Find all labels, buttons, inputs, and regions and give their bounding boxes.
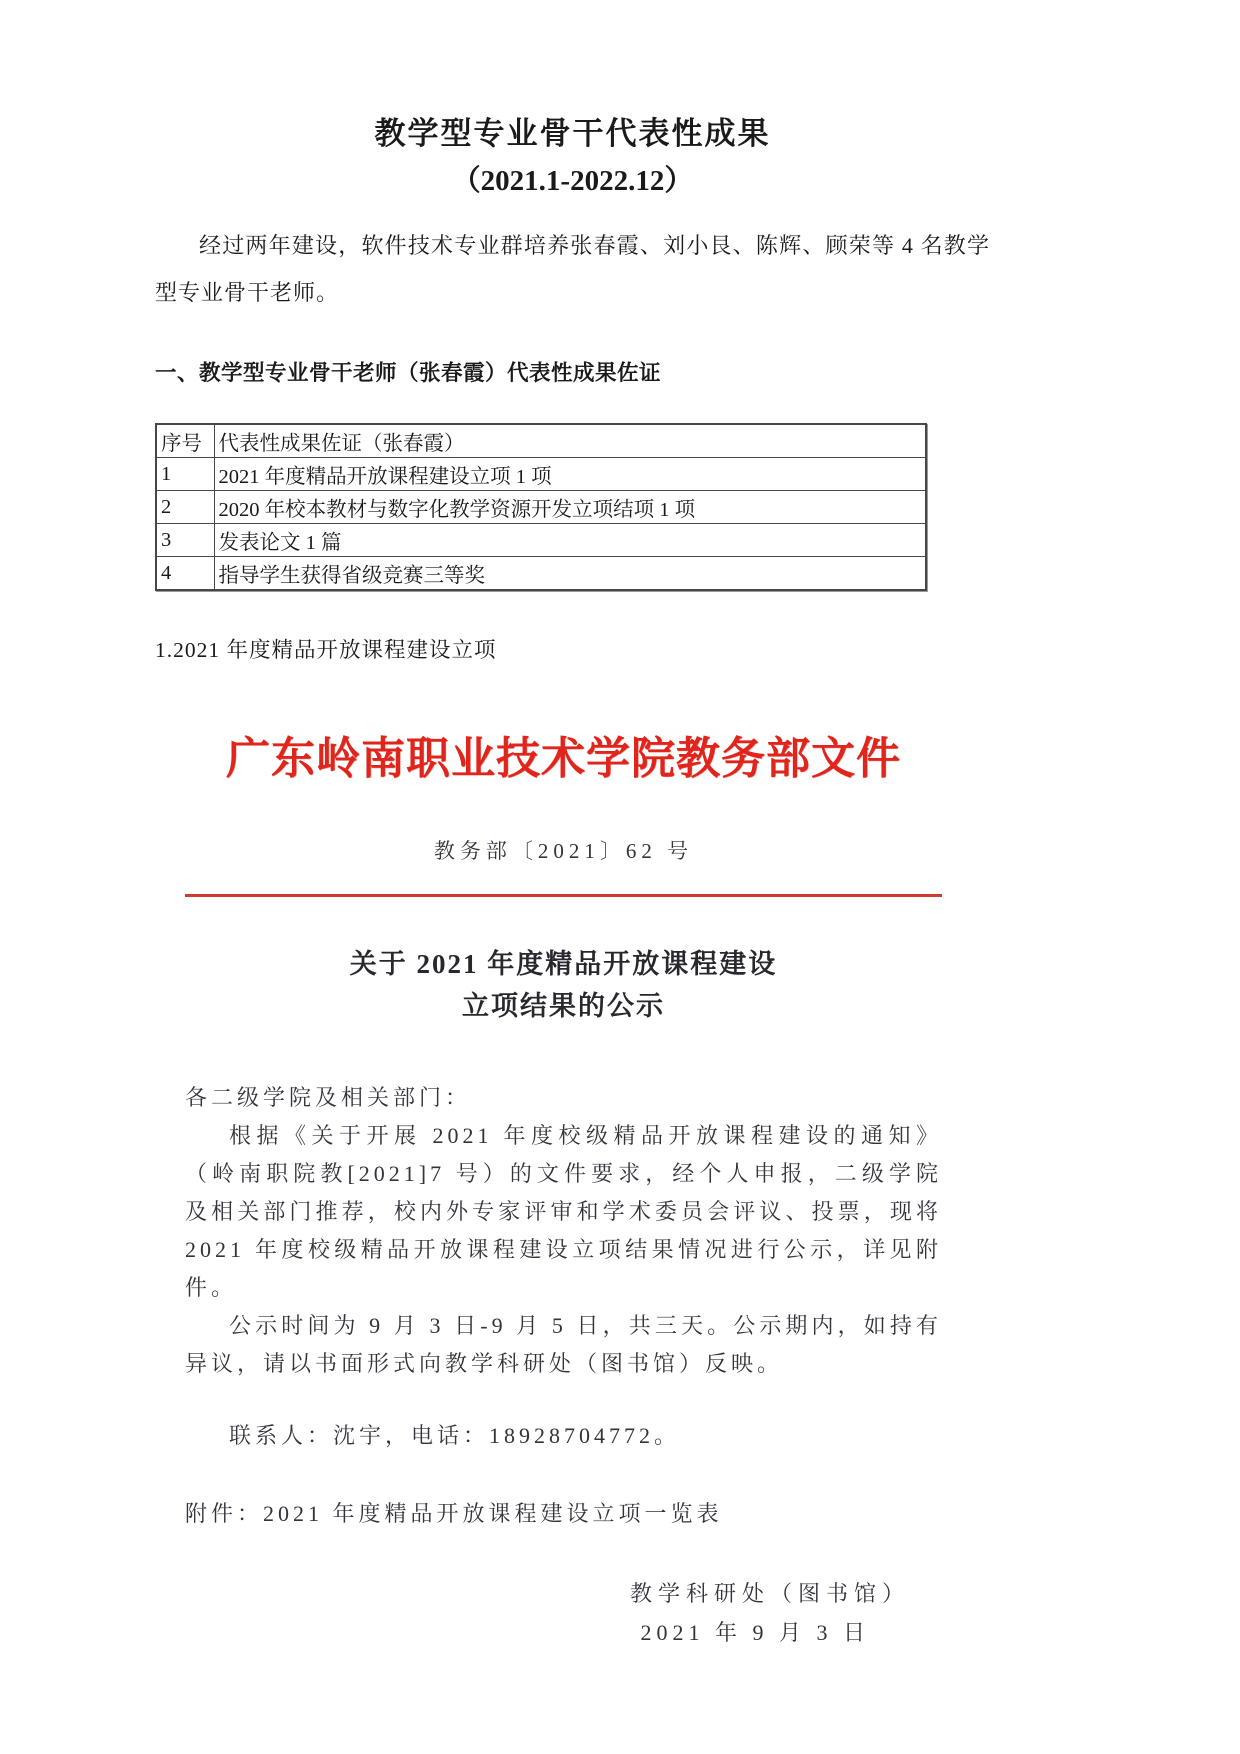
signature-date: 2021 年 9 月 3 日 [640, 1620, 870, 1645]
notice-title-line1: 关于 2021 年度精品开放课程建设 [349, 949, 778, 979]
header-cell-index: 序号 [156, 424, 214, 458]
cell-desc: 指导学生获得省级竞赛三等奖 [214, 557, 926, 591]
header-cell-desc: 代表性成果佐证（张春霞） [214, 424, 926, 458]
cell-index: 3 [156, 524, 214, 557]
doc-number: 教务部〔2021〕62 号 [433, 839, 694, 863]
table-row [156, 458, 926, 491]
table-row [156, 491, 926, 524]
letterhead-title: 广东岭南职业技术学院教务部文件 [226, 734, 901, 783]
notice-paragraph-2: 公示时间为 9 月 3 日-9 月 5 日，共三天。公示期内，如持有异议，请以书面形式向教学科研处（图书馆）反映。 [185, 1313, 942, 1376]
document-content [155, 0, 990, 1653]
cell-desc: 发表论文 1 篇 [214, 524, 926, 557]
signature-org: 教学科研处（图书馆） [629, 1581, 910, 1606]
table-row [156, 524, 926, 557]
results-table [155, 423, 927, 591]
cell-index: 4 [156, 557, 214, 591]
attachment-line: 附件：2021 年度精品开放课程建设立项一览表 [185, 1501, 723, 1526]
table-row [156, 557, 926, 591]
cell-desc: 2020 年校本教材与数字化教学资源开发立项结项 1 项 [214, 491, 926, 524]
table-header-row [156, 424, 926, 458]
scanned-letter [185, 722, 942, 1653]
intro-paragraph: 经过两年建设，软件技术专业群培养张春霞、刘小艮、陈辉、顾荣等 4 名教学型专业骨干老师。 [155, 233, 990, 305]
notice-title-line2: 立项结果的公示 [462, 991, 665, 1021]
contact-line: 联系人：沈宇，电话：18928704772。 [229, 1423, 681, 1448]
page-subtitle: （2021.1-2022.12） [451, 165, 694, 197]
section-heading: 一、教学型专业骨干老师（张春霞）代表性成果佐证 [155, 361, 662, 385]
page-title: 教学型专业骨干代表性成果 [374, 116, 771, 151]
red-divider [185, 894, 942, 897]
cell-index: 2 [156, 491, 214, 524]
notice-paragraph-1: 根据《关于开展 2021 年度校级精品开放课程建设的通知》（岭南职院教[2021]7 号）的文件要求，经个人申报，二级学院及相关部门推荐，校内外专家评审和学术委员会评议、投票，现将 2021 年度校级精品开放课程建设立项结果情况进行公示，详见附件。 [185, 1123, 942, 1300]
cell-index: 1 [156, 458, 214, 491]
item-1-label: 1.2021 年度精品开放课程建设立项 [155, 638, 497, 662]
salutation: 各二级学院及相关部门： [185, 1085, 472, 1110]
cell-desc: 2021 年度精品开放课程建设立项 1 项 [214, 458, 926, 491]
